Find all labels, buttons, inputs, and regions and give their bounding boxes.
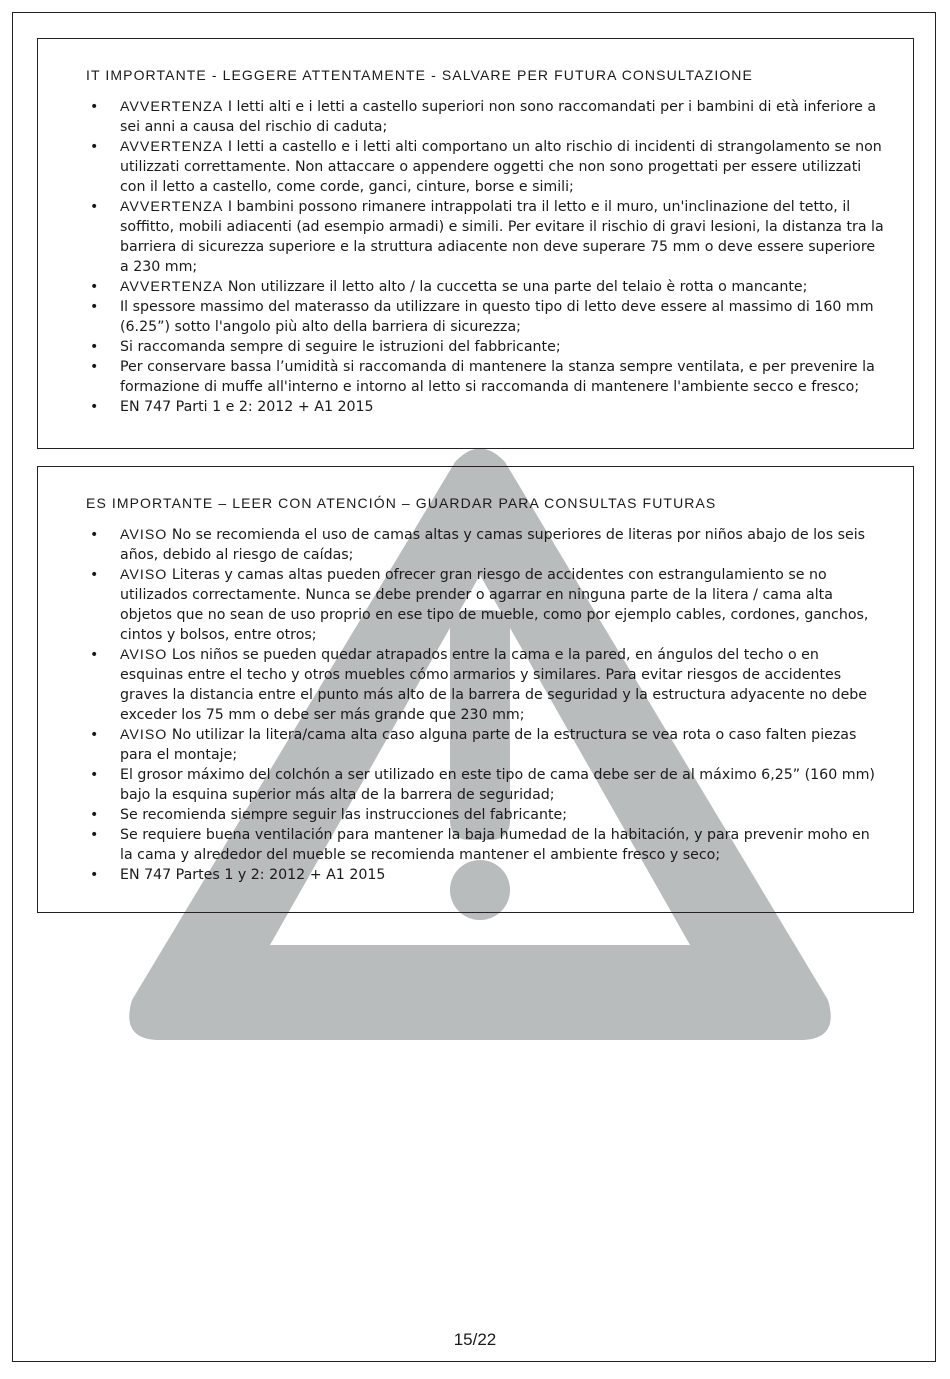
- list-item-text: I letti a castello e i letti alti comportano un alto rischio di incidenti di strangolamento se non utilizzati correttamente. Non attaccare o appendere oggetti che non sono progettati per essere utilizzati con il letto a castello, come corde, ganci, cinture, borse e simili;: [120, 139, 882, 195]
- section-spanish: [37, 466, 914, 913]
- list-item-text: Per conservare bassa l’umidità si raccomanda di mantenere la stanza sempre ventilata, e per prevenire la formazione di muffe all'interno e intorno al letto si raccomanda di mantenere l'ambiente secco e fresco;: [120, 359, 875, 395]
- list-item-text: No se recomienda el uso de camas altas y camas superiores de literas por niños abajo de los seis años, debido al riesgo de caídas;: [120, 527, 866, 563]
- list-item-text: I letti alti e i letti a castello superiori non sono raccomandati per i bambini di età inferiore a sei anni a causa del rischio di caduta;: [120, 99, 877, 135]
- list-item-text: EN 747 Partes 1 y 2: 2012 + A1 2015: [120, 867, 386, 883]
- page-number: 15/22: [453, 1330, 497, 1349]
- list-item: [86, 397, 886, 417]
- section-heading-spanish: ES IMPORTANTE – LEER CON ATENCIÓN – GUARDAR PARA CONSULTAS FUTURAS: [86, 495, 717, 511]
- warning-label: AVISO: [120, 567, 168, 583]
- warning-label: AVVERTENZA: [120, 199, 224, 215]
- list-item-text: Los niños se pueden quedar atrapados entre la cama e la pared, en ángulos del techo o en esquinas entre el techo y otros muebles cómo armarios y similares. Para evitar riesgos de accidentes graves la distancia entre el punto más alto de la barrera de seguridad y la estructura adyacente no debe exceder los 75 mm o debe ser más grande que 230 mm;: [120, 647, 868, 723]
- warning-label: AVISO: [120, 527, 168, 543]
- list-item: [86, 865, 886, 885]
- list-item: [86, 765, 886, 805]
- warning-list-spanish: [86, 525, 886, 885]
- list-item: [86, 725, 886, 765]
- warning-label: AVVERTENZA: [120, 99, 224, 115]
- warning-label: AVISO: [120, 647, 168, 663]
- warning-label: AVVERTENZA: [120, 139, 224, 155]
- list-item-text: El grosor máximo del colchón a ser utilizado en este tipo de cama debe ser de al máximo 6,25” (160 mm) bajo la esquina superior más alta de la barrera de seguridad;: [120, 767, 875, 803]
- list-item: [86, 97, 886, 137]
- list-item-text: No utilizar la litera/cama alta caso alguna parte de la estructura se vea rota o caso falten piezas para el montaje;: [120, 727, 857, 763]
- list-item-text: Se requiere buena ventilación para mantener la baja humedad de la habitación, y para prevenir moho en la cama y alrededor del mueble se recomienda mantener el ambiente fresco y seco;: [120, 827, 870, 863]
- list-item: [86, 337, 886, 357]
- list-item: [86, 525, 886, 565]
- list-item: [86, 197, 886, 277]
- list-item-text: Si raccomanda sempre di seguire le istruzioni del fabbricante;: [120, 339, 561, 355]
- list-item-text: EN 747 Parti 1 e 2: 2012 + A1 2015: [120, 399, 374, 415]
- list-item: [86, 277, 886, 297]
- list-item-text: I bambini possono rimanere intrappolati tra il letto e il muro, un'inclinazione del tetto, il soffitto, mobili adiacenti (ad esempio armadi) e simili. Per evitare il rischio di gravi lesioni, la distanza tra la barriera di sicurezza superiore e la struttura adiacente non deve superare 75 mm o deve essere superiore a 230 mm;: [120, 199, 884, 275]
- warning-label: AVISO: [120, 727, 168, 743]
- list-item-text: Se recomienda siempre seguir las instrucciones del fabricante;: [120, 807, 568, 823]
- list-item: [86, 137, 886, 197]
- list-item: [86, 297, 886, 337]
- list-item: [86, 645, 886, 725]
- list-item: [86, 805, 886, 825]
- warning-list-italian: [86, 97, 886, 417]
- list-item: [86, 825, 886, 865]
- list-item: [86, 565, 886, 645]
- list-item: [86, 357, 886, 397]
- list-item-text: Il spessore massimo del materasso da utilizzare in questo tipo di letto deve essere al massimo di 160 mm (6.25”) sotto l'angolo più alto della barriera di sicurezza;: [120, 299, 874, 335]
- warning-label: AVVERTENZA: [120, 279, 224, 295]
- section-heading-italian: IT IMPORTANTE - LEGGERE ATTENTAMENTE - SALVARE PER FUTURA CONSULTAZIONE: [86, 67, 753, 83]
- list-item-text: Non utilizzare il letto alto / la cuccetta se una parte del telaio è rotta o mancante;: [227, 279, 808, 295]
- list-item-text: Literas y camas altas pueden ofrecer gran riesgo de accidentes con estrangulamiento se no utilizados correctamente. Nunca se debe prender o agarrar en ninguna parte de la litera / cama alta objetos que no sean de uso proprio en ese tipo de mueble, como por ejemplo cables, cordones, ganchos, cintos y bolsos, entre otros;: [120, 567, 869, 643]
- section-italian: [37, 38, 914, 449]
